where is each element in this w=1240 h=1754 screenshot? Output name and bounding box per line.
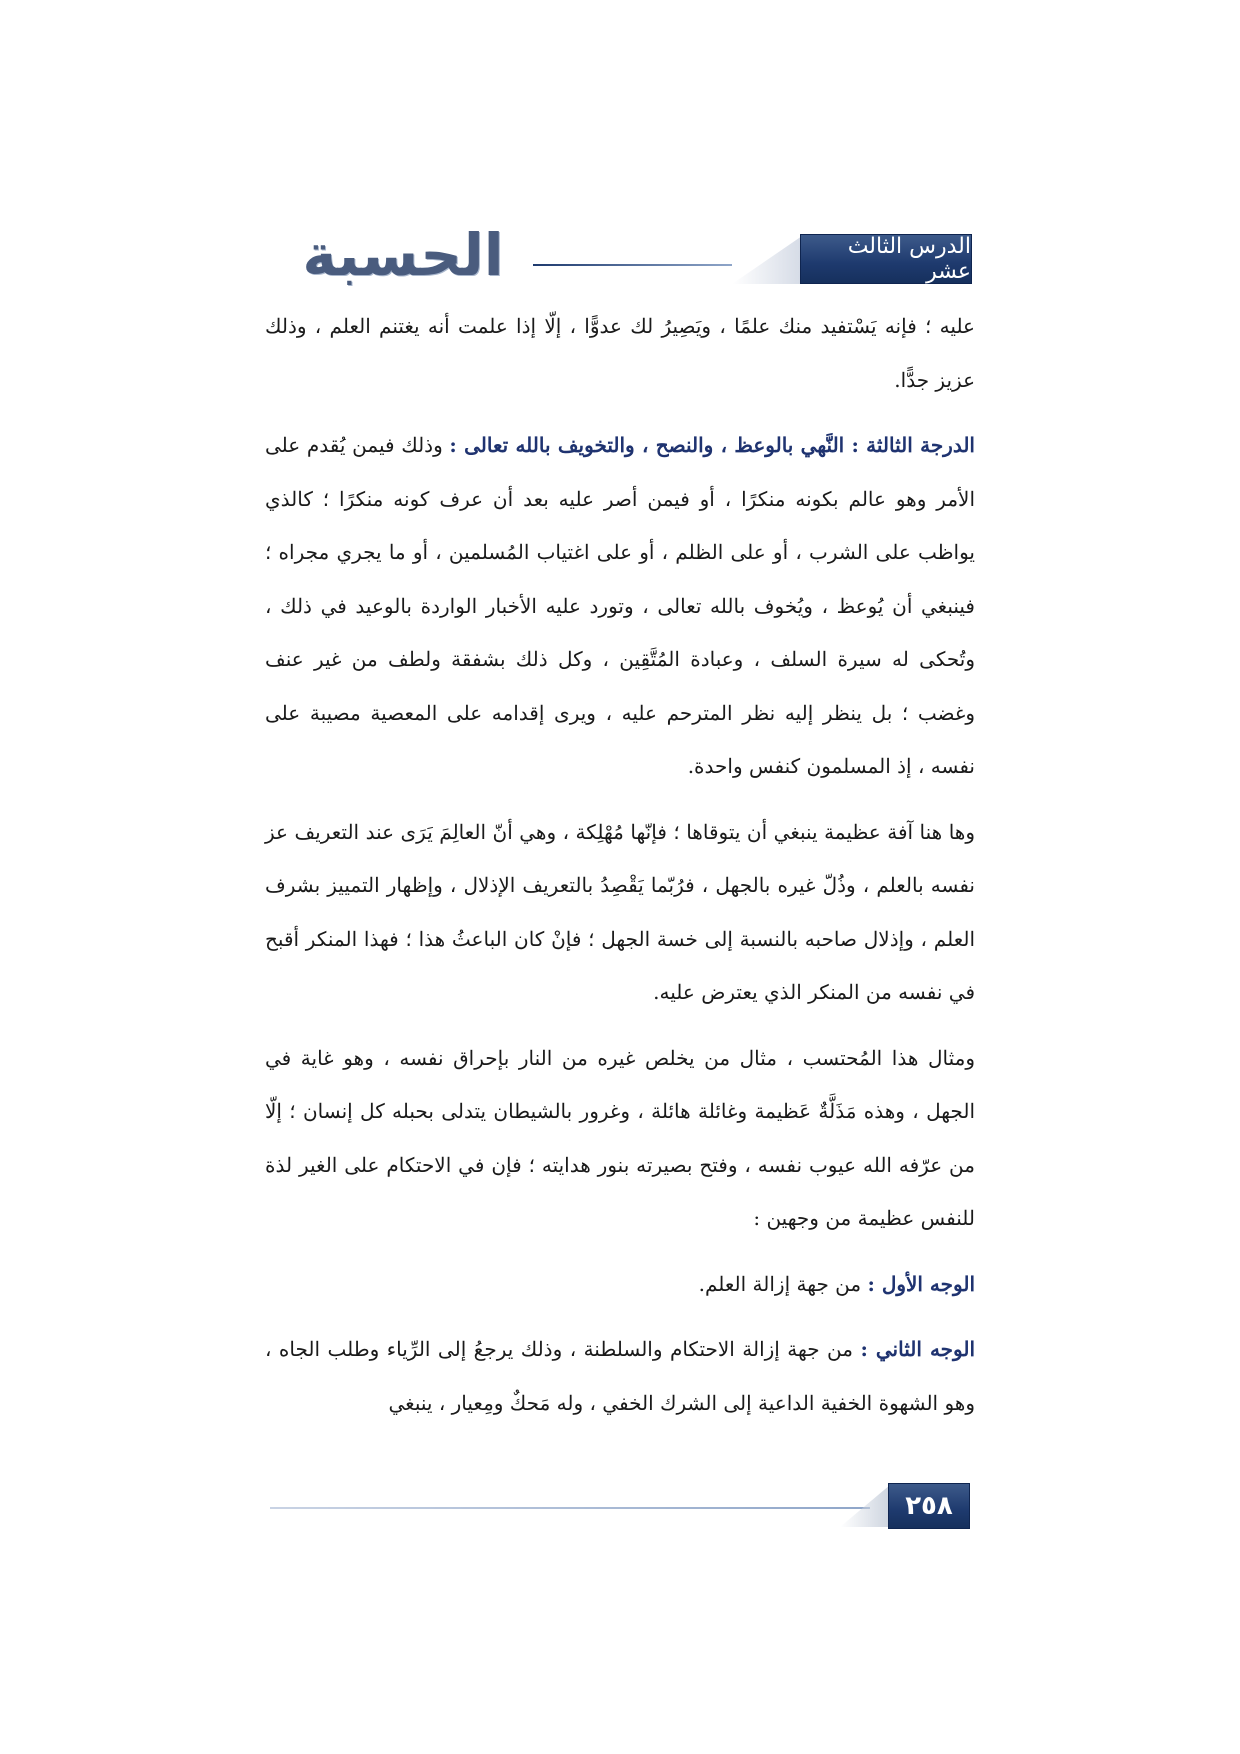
section-heading: الوجه الأول : — [867, 1271, 975, 1296]
section-heading: الوجه الثاني : — [860, 1337, 976, 1361]
paragraph-text: وذلك فيمن يُقدم على الأمر وهو عالم بكونه منكرًا ، أو فيمن أصر عليه بعد أن عرف كونه منكرًا ؛ كالذي يواظب على الشرب ، أو على الظلم ، أو على اغتياب المُسلمين ، أو ما يجري مجراه ؛ فينبغي أن يُوعظ ، ويُخوف بالله تعالى ، وتورد عليه الأخبار الواردة بالوعيد في ذلك ، وتُحكى له سيرة السلف ، وعبادة المُتَّقِين ، وكل ذلك بشفقة ولطف من غير عنف وغضب ؛ بل ينظر إليه نظر المترحم عليه ، ويرى إقدامه على المعصية مصيبة على نفسه ، إذ المسلمون كنفس واحدة. — [265, 433, 975, 778]
paragraph-4 — [265, 1032, 975, 1246]
paragraph-2 — [265, 419, 975, 794]
page-header — [268, 221, 972, 289]
lesson-box-shadow — [732, 236, 802, 284]
paragraph-3 — [265, 806, 975, 1020]
paragraph-5 — [265, 1258, 975, 1312]
page-number-shadow — [840, 1485, 890, 1527]
section-heading: الدرجة الثالثة : النَّهي بالوعظ ، والنصح ، والتخويف بالله تعالى : — [449, 433, 975, 457]
book-title: الحسبة — [302, 221, 504, 289]
header-divider — [533, 264, 732, 266]
paragraph-text: ومثال هذا المُحتسب ، مثال من يخلص غيره من النار بإحراق نفسه ، وهو غاية في الجهل ، وهذه مَذَلَّةٌ عَظيمة وغائلة هائلة ، وغرور بالشيطان يتدلى بحبله كل إنسان ؛ إلّا من عرّفه الله عيوب نفسه ، وفتح بصيرته بنور هدايته ؛ فإن في الاحتكام على الغير لذة للنفس عظيمة من وجهين : — [265, 1045, 975, 1230]
page-body — [265, 300, 975, 1475]
paragraph-text: من جهة إزالة العلم. — [698, 1271, 862, 1296]
paragraph-text: وها هنا آفة عظيمة ينبغي أن يتوقاها ؛ فإنّها مُهْلِكة ، وهي أنّ العالِمَ يَرَى عند التعريف عز نفسه بالعلم ، وذُلّ غيره بالجهل ، فرُبّما يَقْصِدُ بالتعريف الإذلال ، وإظهار التمييز بشرف العلم ، وإذلال صاحبه بالنسبة إلى خسة الجهل ؛ فإنْ كان الباعثُ هذا ؛ فهذا المنكر أقبح في نفسه من المنكر الذي يعترض عليه. — [265, 819, 976, 1004]
page-number: ٢٥٨ — [888, 1483, 970, 1529]
footer-divider — [270, 1507, 870, 1509]
paragraph-6 — [265, 1323, 975, 1430]
paragraph-text: عليه ؛ فإنه يَسْتفيد منك علمًا ، ويَصِيرُ لك عدوًّا ، إلّا إذا علمت أنه يغتنم العلم ، وذلك عزيز جدًّا. — [265, 314, 975, 392]
lesson-label: الدرس الثالث عشر — [800, 234, 972, 284]
paragraph-text: من جهة إزالة الاحتكام والسلطنة ، وذلك يرجعُ إلى الرِّياء وطلب الجاه ، وهو الشهوة الخفية الداعية إلى الشرك الخفي ، وله مَحكٌ ومِعيار ، ينبغي — [265, 1337, 975, 1415]
paragraph-1 — [265, 300, 975, 407]
